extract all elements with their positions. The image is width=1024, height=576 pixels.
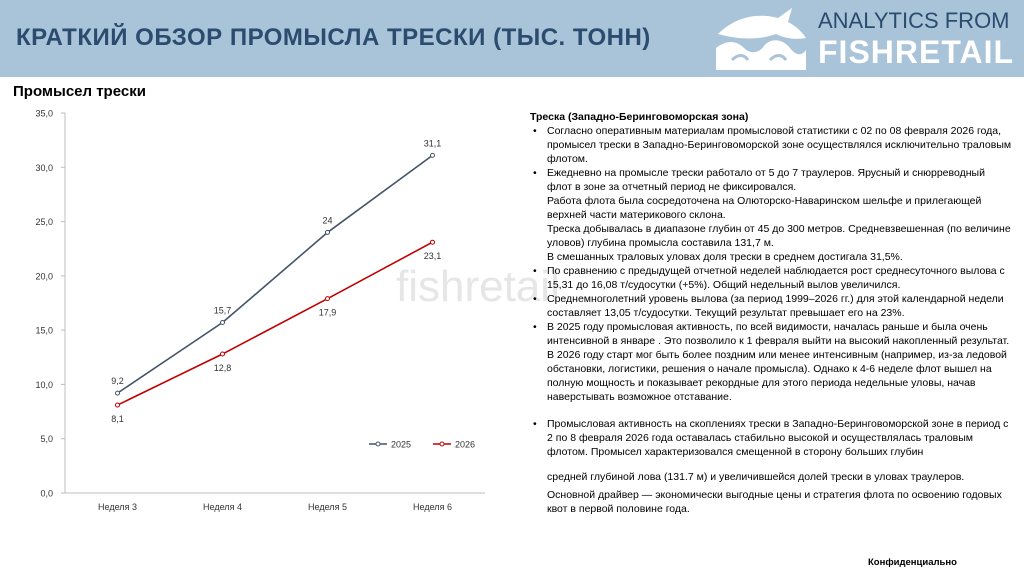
brand-tagline: ANALYTICS FROM	[818, 8, 1010, 33]
data-label-2025: 24	[322, 215, 333, 226]
paragraph-fishing-area: Работа флота была сосредоточена на Олюторско-Наваринском шельфе и прилегающей верхней части материкового склона.	[547, 195, 982, 221]
series-layer	[111, 138, 441, 424]
y-tick-label: 25,0	[35, 217, 53, 228]
series-line-2026	[118, 242, 433, 405]
legend-label-2026: 2026	[455, 439, 476, 450]
commentary-heading: Треска (Западно-Беринговоморская зона)	[530, 111, 749, 123]
y-tick-label: 0,0	[40, 488, 53, 499]
legend-marker-2025	[376, 442, 380, 446]
chart-legend	[369, 440, 475, 450]
data-label-2025: 9,2	[111, 376, 124, 387]
chart-heading: Промысел трески	[13, 83, 146, 100]
x-tick-label: Неделя 3	[98, 502, 137, 512]
x-tick-label: Неделя 6	[413, 502, 452, 512]
brand-name: FISHRETAIL	[818, 34, 1015, 70]
paragraph-depth-summary: средней глубиной лова (131.7 м) и увеличившейся долей трески в уловах траулеров.	[547, 471, 965, 483]
commentary-list-3	[530, 417, 1012, 459]
bullet-summary: • Промысловая активность на скоплениях трески в Западно-Беринговоморской зоне в период с 2 по 8 февраля 2026 года оставалась стабильно высокой и осуществлялась траловым флотом. Промысел характеризовался смещенной в сторону больших глубин	[530, 417, 1012, 459]
y-tick-label: 35,0	[35, 108, 53, 119]
commentary-list	[530, 124, 1012, 194]
x-tick-label: Неделя 5	[308, 502, 347, 512]
paragraph-depth: Треска добывалась в диапазоне глубин от 45 до 300 метров. Средневзвешенная (по величине уловов) глубина промысла составила 131,7 м.	[547, 223, 1011, 249]
paragraph-driver: Основной драйвер — экономически выгодные цены и стратегия флота по освоению годовых квот в первой половине года.	[547, 489, 1002, 515]
fish-wave-logo-icon	[712, 4, 808, 72]
data-label-2025: 15,7	[213, 305, 232, 316]
y-tick-label: 10,0	[35, 379, 53, 390]
commentary-list-2	[530, 264, 1012, 404]
data-point-2025	[116, 391, 120, 395]
data-point-2026	[221, 352, 225, 356]
page-title: КРАТКИЙ ОБЗОР ПРОМЫСЛА ТРЕСКИ (ТЫС. ТОНН)	[16, 24, 651, 51]
bullet-long-term-average: • Среднемноголетний уровень вылова (за период 1999–2026 гг.) для этой календарной недели составляет 13,05 т/судосутки. Текущий результат превышает его на 23%.	[530, 292, 1012, 320]
legend-marker-2026	[440, 442, 444, 446]
y-axis	[35, 109, 65, 499]
series-line-2025	[118, 155, 433, 393]
bullet-season-comparison: • В 2025 году промысловая активность, по всей видимости, началась раньше и была очень интенсивной в январе . Это позволило к 1 февраля выйти на высокий накопленный результат. В 2026 году старт мог быть более поздним или менее интенсивным (например, из-за ледовой обстановки, логистики, решения о начале промысла). Однако к 4-6 неделе флот вышел на полную мощность и показывает рекордные для этого периода недельные уловы, начав наверстывать возможное отставание.	[530, 320, 1012, 404]
bullet-catch-growth: • По сравнению с предыдущей отчетной неделей наблюдается рост среднесуточного вылова с 15,31 до 16,08 т/судосутки (+5%). Общий недельный вылов увеличился.	[530, 264, 1012, 292]
data-label-2026: 8,1	[111, 414, 124, 425]
x-axis	[65, 493, 485, 512]
data-point-2026	[326, 297, 330, 301]
y-tick-label: 5,0	[40, 434, 53, 445]
y-tick-label: 15,0	[35, 325, 53, 336]
commentary-panel	[530, 110, 1012, 516]
data-point-2026	[431, 240, 435, 244]
legend-label-2025: 2025	[391, 439, 412, 450]
spacer	[530, 459, 1012, 470]
paragraph-share: В смешанных траловых уловах доля трески в среднем достигала 31,5%.	[547, 251, 903, 263]
data-point-2026	[116, 403, 120, 407]
data-label-2026: 17,9	[318, 307, 337, 318]
bullet-vessel-count: • Ежедневно на промысле трески работало от 5 до 7 траулеров. Ярусный и снюрреводный флот в зоне за отчетный период не фиксировался.	[530, 166, 1012, 194]
watermark: fishretail	[396, 262, 560, 311]
x-tick-label: Неделя 4	[203, 502, 242, 512]
data-point-2025	[326, 230, 330, 234]
y-tick-label: 30,0	[35, 162, 53, 173]
bullet-fleet-type: • Согласно оперативным материалам промысловой статистики с 02 по 08 февраля 2026 года, промысел трески в Западно-Беринговоморской зоне осуществлялся исключительно траловым флотом.	[530, 124, 1012, 166]
y-tick-label: 20,0	[35, 271, 53, 282]
data-label-2025: 31,1	[423, 138, 442, 149]
data-label-2026: 23,1	[423, 251, 442, 262]
spacer	[530, 404, 1012, 417]
header-banner	[0, 0, 1024, 77]
data-point-2025	[431, 153, 435, 157]
data-label-2026: 12,8	[213, 363, 232, 374]
data-point-2025	[221, 321, 225, 325]
confidential-label: Конфиденциально	[868, 557, 957, 568]
